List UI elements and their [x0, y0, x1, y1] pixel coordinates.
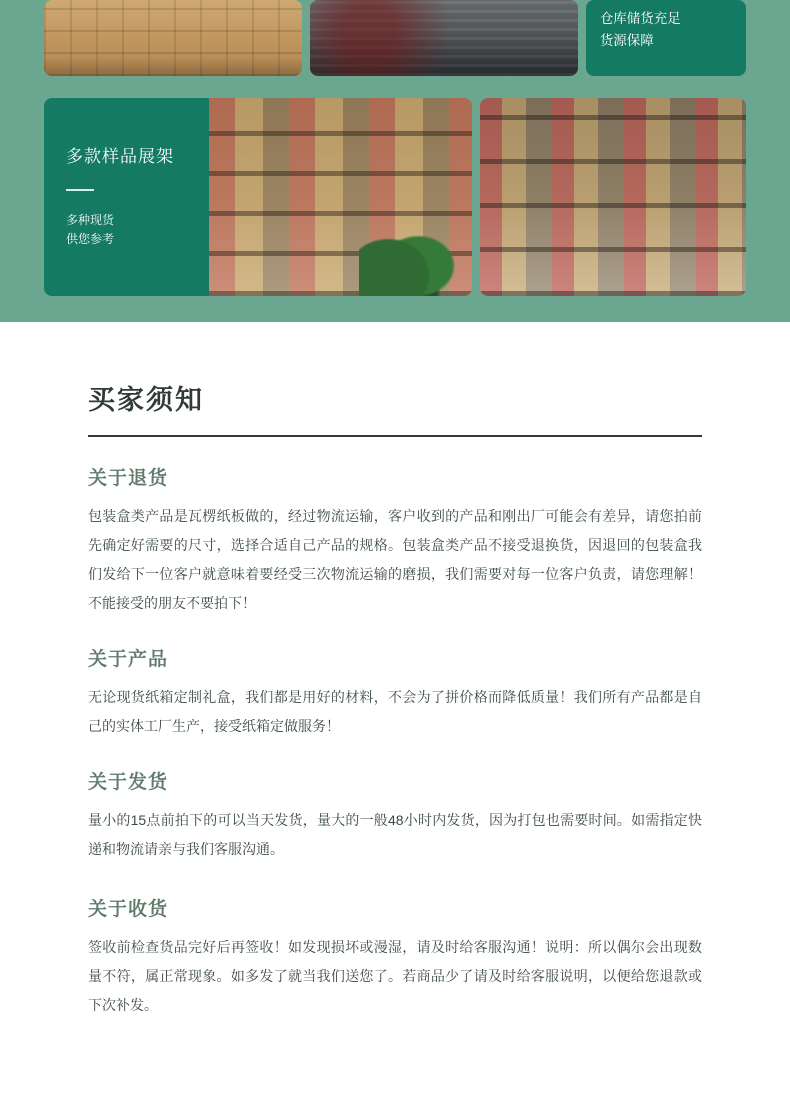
sample-display-rule: [66, 189, 94, 191]
page-title: 买家须知: [88, 385, 204, 415]
carton-stack-photo: [44, 0, 302, 76]
notice-body-shipping: 量小的15点前拍下的可以当天发货，量大的一般48小时内发货，因为打包也需要时间。如需指定快递和物流请亲与我们客服沟通。: [88, 812, 702, 857]
sample-display-panel: [44, 98, 472, 296]
title-divider: [88, 435, 702, 437]
sample-shelf-photo-right: [480, 98, 746, 296]
showcase-bottom-row: [44, 98, 746, 296]
notice-block-receiving: [88, 894, 702, 1020]
notice-block-returns: [88, 463, 702, 618]
stock-assurance-line2: 货源保障: [599, 33, 654, 48]
notice-title-shipping: 关于发货: [88, 772, 169, 793]
notice-block-product: [88, 644, 702, 741]
stock-assurance-text: [600, 8, 681, 52]
sample-shelf-image-right: [480, 98, 746, 296]
notice-body-receiving: 签收前检查货品完好后再签收！如发现损坏或漫湿，请及时给客服沟通！说明：所以偶尔会出现数量不符，属正常现象。如多发了就当我们送您了。若商品少了请及时给客服说明，以便给您退款或下次补发。: [88, 939, 702, 1013]
buyer-notice-section: [0, 322, 790, 1020]
notice-body-returns: 包装盒类产品是瓦楞纸板做的，经过物流运输，客户收到的产品和刚出厂可能会有差异，请您拍前先确定好需要的尺寸，选择合适自己产品的规格。包装盒类产品不接受退换货，因退回的包装盒我们发给下一位客户就意味着要经受三次物流运输的磨损，我们需要对每一位客户负责，请您理解！不能接受的朋友不要拍下！: [88, 508, 702, 611]
notice-title-receiving: 关于收货: [88, 899, 169, 920]
stock-assurance-line1: 仓库储货充足: [599, 11, 681, 26]
sample-display-label: [44, 98, 209, 296]
office-warehouse-image: [310, 0, 577, 76]
stock-assurance-card: [586, 0, 746, 76]
product-showcase-banner: [0, 0, 790, 322]
notice-title-product: 关于产品: [88, 649, 169, 670]
notice-block-shipping: [88, 767, 702, 864]
plant-decoration-icon: [359, 216, 455, 296]
sample-display-sub2: 供您参考: [66, 232, 115, 246]
carton-stack-image: [44, 0, 302, 76]
sample-shelf-photo-left: [209, 98, 472, 296]
notice-body-product: 无论现货纸箱定制礼盒，我们都是用好的材料，不会为了拼价格而降低质量！我们所有产品都是自己的实体工厂生产，接受纸箱定做服务！: [88, 689, 702, 734]
office-warehouse-photo: [310, 0, 577, 76]
notice-title-returns: 关于退货: [88, 468, 169, 489]
showcase-top-row: [44, 0, 746, 76]
sample-display-sub1: 多种现货: [66, 213, 115, 227]
sample-display-title: 多款样品展架: [66, 147, 174, 166]
